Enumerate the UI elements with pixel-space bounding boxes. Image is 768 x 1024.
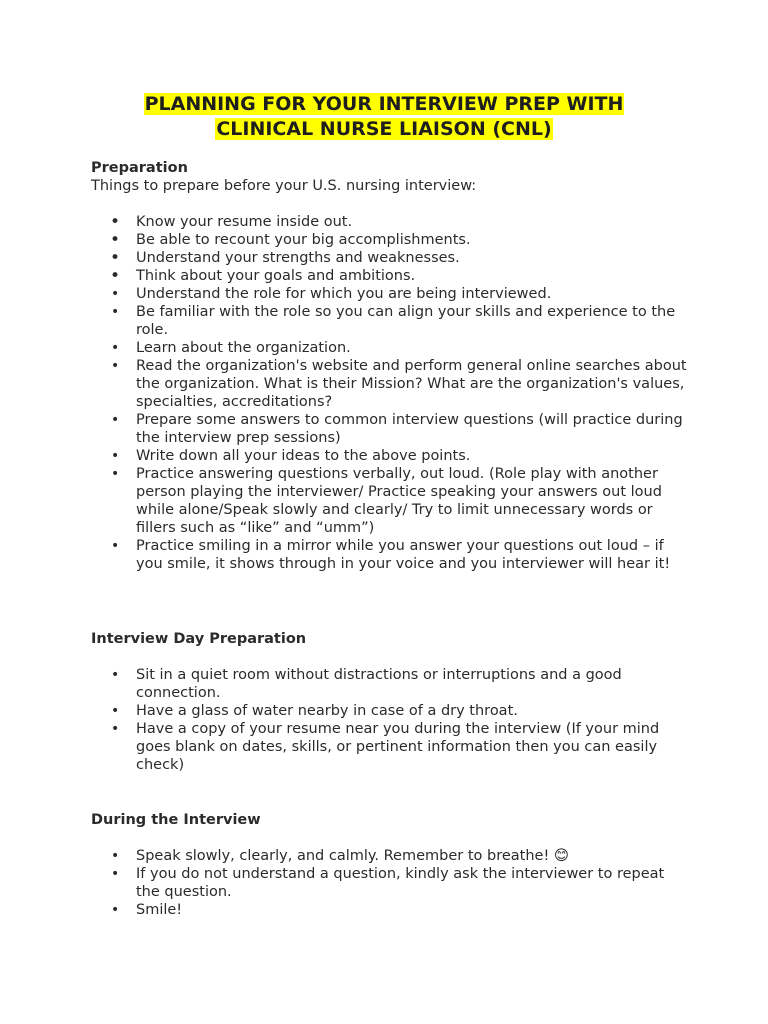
list-item (91, 447, 691, 465)
list-item (91, 285, 691, 303)
bullet-icon: • (111, 721, 120, 737)
bullet-icon: • (111, 703, 120, 719)
list-item (91, 720, 691, 774)
bullet-icon: • (110, 266, 121, 286)
list-item-text: Sit in a quiet room without distractions or interruptions and a good connection. (136, 667, 622, 701)
bullet-icon: • (111, 902, 120, 918)
list-item (91, 267, 691, 285)
bullet-icon: • (110, 230, 121, 250)
list-item-text: Be able to recount your big accomplishments. (136, 232, 471, 248)
list-item (91, 213, 691, 231)
list-item-text: Have a copy of your resume near you during the interview (If your mind goes blank on dates, skills, or pertinent information then you can easily check) (136, 721, 660, 773)
bullet-icon: • (111, 412, 120, 428)
bullet-icon: • (111, 866, 120, 882)
bullet-icon: • (111, 304, 120, 320)
list-item-text: Practice answering questions verbally, out loud. (Role play with another person playing the interviewer/ Practice speaking your answers out loud while alone/Speak slowly and clearly/ Try to limit unnecessary words or fillers such as “like” and “umm”) (136, 466, 662, 536)
list-item (91, 537, 691, 573)
title-line-2: CLINICAL NURSE LIAISON (CNL) (216, 118, 552, 140)
interview-day-section (91, 630, 691, 774)
list-item-text: Learn about the organization. (136, 340, 351, 356)
list-item-text: Practice smiling in a mirror while you answer your questions out loud – if you smile, it shows through in your voice and you interviewer will hear it! (136, 538, 671, 572)
preparation-list (91, 213, 691, 573)
list-item-text: Know your resume inside out. (136, 214, 353, 230)
during-interview-heading: During the Interview (91, 812, 261, 828)
interview-day-heading: Interview Day Preparation (91, 631, 307, 647)
list-item-text: Be familiar with the role so you can align your skills and experience to the role. (136, 304, 676, 338)
list-item (91, 303, 691, 339)
during-interview-list (91, 847, 691, 919)
list-item-text: Understand your strengths and weaknesses. (136, 250, 460, 266)
bullet-icon: • (111, 538, 120, 554)
bullet-icon: • (111, 286, 120, 302)
bullet-icon: • (111, 358, 120, 374)
bullet-icon: • (110, 212, 121, 232)
list-item (91, 847, 691, 865)
during-interview-section (91, 811, 691, 919)
interview-day-list (91, 666, 691, 774)
list-item-text: Prepare some answers to common interview questions (will practice during the interview prep sessions) (136, 412, 683, 446)
list-item-text: If you do not understand a question, kindly ask the interviewer to repeat the question. (136, 866, 665, 900)
list-item-text: Read the organization's website and perform general online searches about the organization. What is their Mission? What are the organization's values, specialties, accreditations? (136, 358, 687, 410)
list-item (91, 901, 691, 919)
bullet-icon: • (111, 340, 120, 356)
list-item (91, 339, 691, 357)
preparation-section (91, 159, 691, 573)
title-line-1: PLANNING FOR YOUR INTERVIEW PREP WITH (144, 93, 624, 115)
bullet-icon: • (111, 848, 120, 864)
list-item-text: Have a glass of water nearby in case of a dry throat. (136, 703, 518, 719)
list-item-text: Understand the role for which you are being interviewed. (136, 286, 552, 302)
list-item (91, 357, 691, 411)
list-item-text: Think about your goals and ambitions. (136, 268, 416, 284)
list-item-text: Smile! (136, 902, 183, 918)
document-title (0, 92, 768, 142)
preparation-heading: Preparation (91, 160, 188, 176)
bullet-icon: • (111, 667, 120, 683)
preparation-intro: Things to prepare before your U.S. nursing interview: (91, 178, 477, 194)
bullet-icon: • (111, 448, 120, 464)
list-item (91, 865, 691, 901)
list-item (91, 465, 691, 537)
list-item-text: Write down all your ideas to the above points. (136, 448, 471, 464)
list-item-text: Speak slowly, clearly, and calmly. Remember to breathe! 😊 (136, 848, 569, 864)
list-item (91, 666, 691, 702)
list-item (91, 249, 691, 267)
bullet-icon: • (111, 466, 120, 482)
list-item (91, 411, 691, 447)
list-item (91, 702, 691, 720)
list-item (91, 231, 691, 249)
bullet-icon: • (110, 248, 121, 268)
